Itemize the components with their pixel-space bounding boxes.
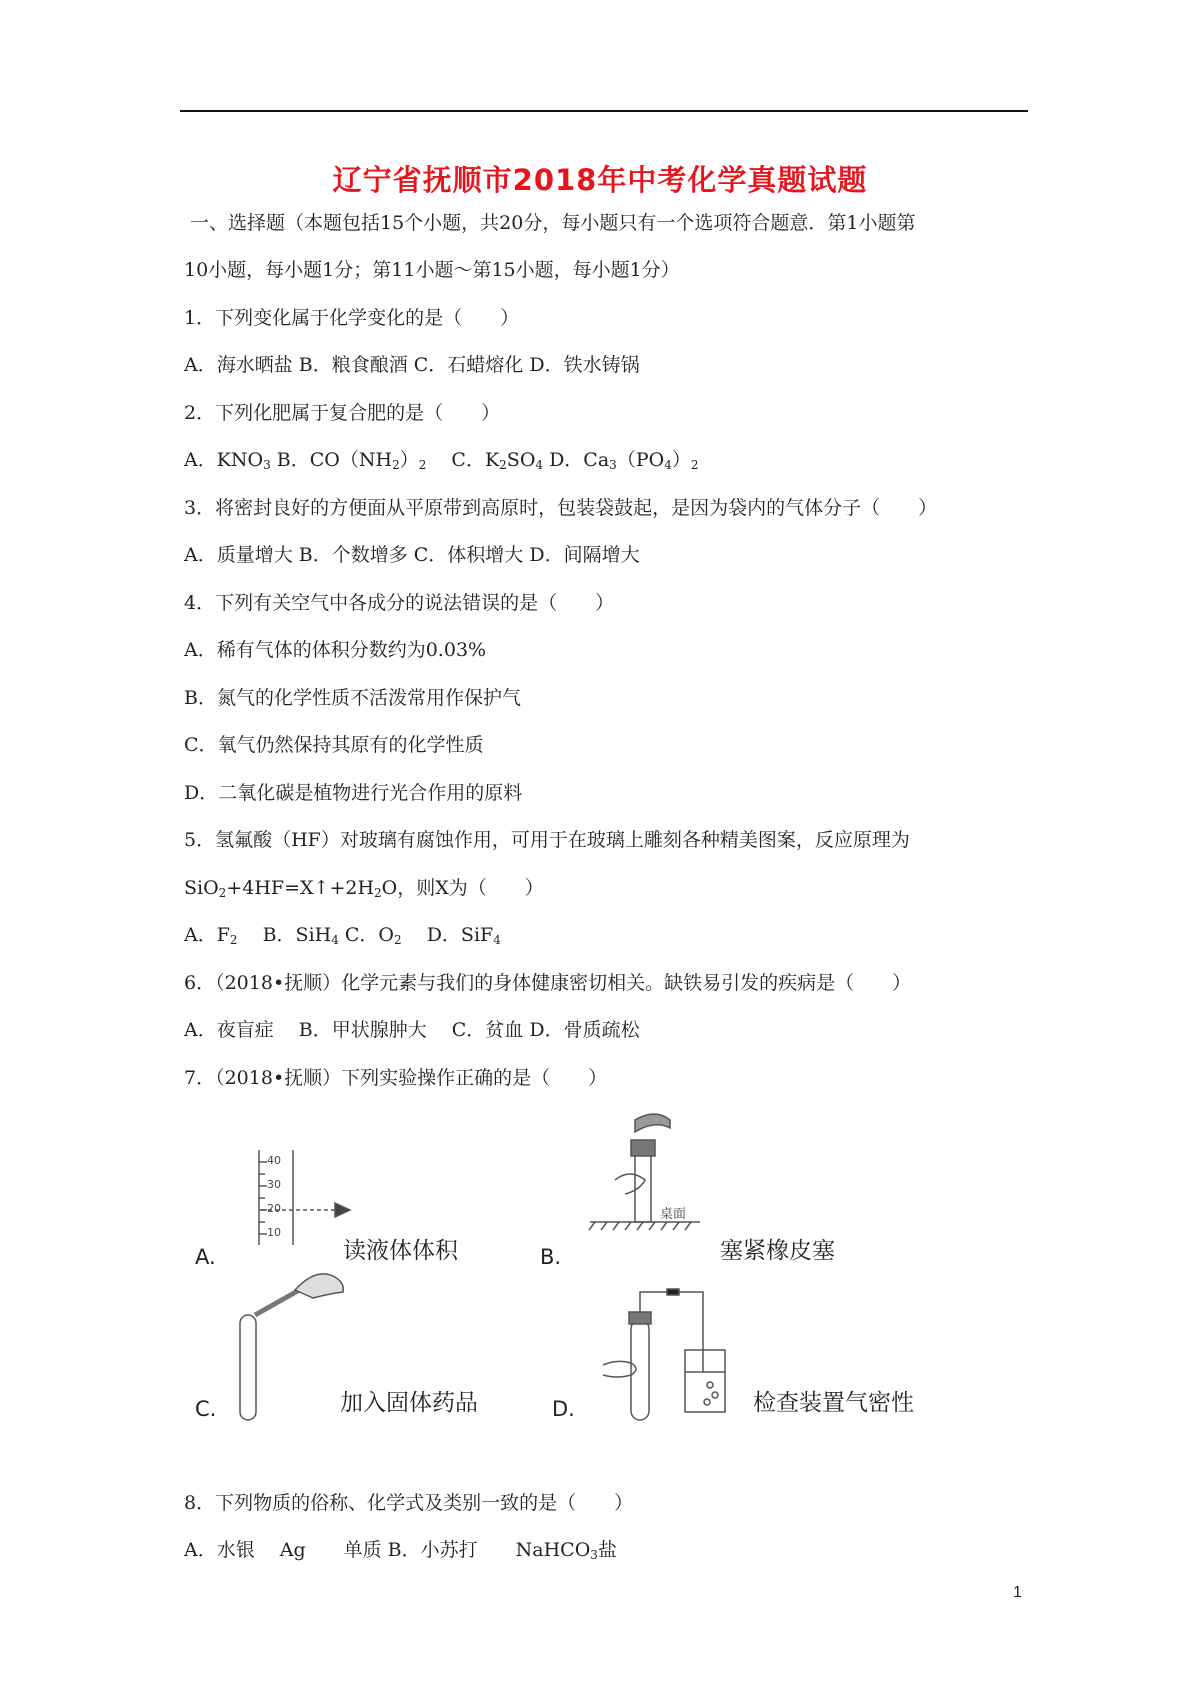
scale-tick-label: 20 xyxy=(267,1202,281,1215)
section-instructions-1: 一、选择题（本题包括15个小题，共20分，每小题只有一个选项符合题意．第1小题第 xyxy=(190,212,916,234)
q7-option-d-letter: D. xyxy=(552,1397,575,1421)
q5-stem: 5．氢氟酸（HF）对玻璃有腐蚀作用，可用于在玻璃上雕刻各种精美图案，反应原理为 xyxy=(184,829,910,851)
q7-option-d-label: 检查装置气密性 xyxy=(753,1390,914,1416)
header-rule xyxy=(180,110,1028,112)
q7-figure xyxy=(195,1110,1035,1440)
q6-options: A．夜盲症 B．甲状腺肿大 C．贫血 D．骨质疏松 xyxy=(184,1019,640,1041)
scale-labels xyxy=(267,1154,281,1239)
scale-tick-label: 40 xyxy=(267,1154,281,1167)
page-title: 辽宁省抚顺市2018年中考化学真题试题 xyxy=(332,163,868,197)
q7-option-a-label: 读液体体积 xyxy=(343,1238,458,1264)
q7-option-b-label: 塞紧橡皮塞 xyxy=(720,1238,835,1264)
desk-label: 桌面 xyxy=(660,1207,687,1222)
scale-tick-label: 30 xyxy=(267,1178,281,1191)
q4-option-a: A．稀有气体的体积分数约为0.03% xyxy=(184,639,487,661)
q3-stem: 3．将密封良好的方便面从平原带到高原时，包装袋鼓起，是因为袋内的气体分子（ ） xyxy=(184,497,938,519)
q7-option-a-letter: A. xyxy=(195,1245,216,1269)
q2-stem: 2．下列化肥属于复合肥的是（ ） xyxy=(184,402,501,424)
q7-option-c-label: 加入固体药品 xyxy=(340,1390,478,1416)
q1-stem: 1．下列变化属于化学变化的是（ ） xyxy=(184,307,520,329)
test-tube-solid-icon xyxy=(240,1274,343,1420)
scale-tick-label: 10 xyxy=(267,1226,281,1239)
q7-stem: 7．（2018•抚顺）下列实验操作正确的是（ ） xyxy=(184,1067,608,1089)
q4-option-d: D．二氧化碳是植物进行光合作用的原料 xyxy=(184,782,523,804)
page-number: 1 xyxy=(1013,1584,1022,1601)
q2-options: A．$KNO_3$ B．$CO(NH_2)_2$ C．$K_2SO_4$ D．$Ca_3(PO_4)_2$ xyxy=(184,449,699,472)
q7-option-c-letter: C. xyxy=(195,1397,217,1421)
airtight-check-icon xyxy=(603,1289,725,1420)
q4-stem: 4．下列有关空气中各成分的说法错误的是（ ） xyxy=(184,592,615,614)
q4-option-c: C．氧气仍然保持其原有的化学性质 xyxy=(184,734,484,756)
q1-options: A．海水晒盐 B．粮食酿酒 C．石蜡熔化 D．铁水铸锅 xyxy=(184,354,640,376)
q6-stem: 6．（2018•抚顺）化学元素与我们的身体健康密切相关。缺铁易引发的疾病是（ ） xyxy=(184,972,912,994)
section-instructions-2: 10小题，每小题1分；第11小题～第15小题，每小题1分） xyxy=(184,259,680,281)
q4-option-b: B．氮气的化学性质不活泼常用作保护气 xyxy=(184,687,521,709)
q7-option-b-letter: B. xyxy=(540,1245,562,1269)
q5-options: A．$F_2$ B．SiH$_4$ C．$O_2$ D．SiF$_4$ xyxy=(184,924,501,947)
q8-stem: 8．下列物质的俗称、化学式及类别一致的是（ ） xyxy=(184,1492,634,1514)
q8-options: A．水银 Ag 单质 B．小苏打 NaHCO$_3$盐 xyxy=(184,1539,617,1562)
q5-equation: $SiO_2+4HF=X↑+2H_2O$，则X为（ ） xyxy=(184,877,544,900)
q3-options: A．质量增大 B．个数增多 C．体积增大 D．间隔增大 xyxy=(184,544,640,566)
